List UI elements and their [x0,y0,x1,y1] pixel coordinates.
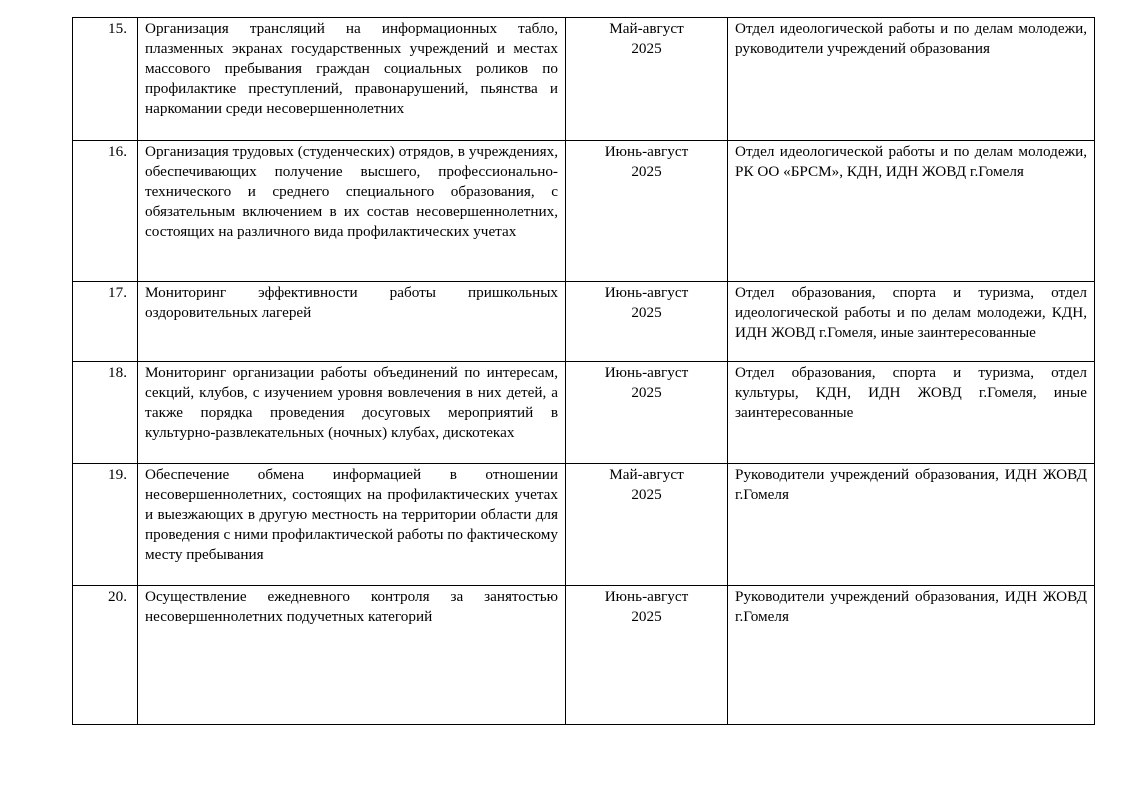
period-months: Июнь-август [604,364,689,381]
responsible-parties: Отдел идеологической работы и по делам молодежи, РК ОО «БРСМ», КДН, ИДН ЖОВД г.Гомеля [728,141,1095,282]
period-cell [566,362,728,464]
row-number: 16. [73,141,138,282]
event-description: Осуществление ежедневного контроля за занятостью несовершеннолетних подучетных категорий [138,586,566,725]
event-description: Организация трудовых (студенческих) отрядов, в учреждениях, обеспечивающих получение высшего, профессионально-технического и среднего специального образования, с обязательным включением в их состав несовершеннолетних, состоящих на различного вида профилактических учетах [138,141,566,282]
period-months: Июнь-август [604,588,689,605]
row-number: 19. [73,464,138,586]
responsible-parties: Руководители учреждений образования, ИДН ЖОВД г.Гомеля [728,464,1095,586]
period-year: 2025 [631,304,662,321]
table-row [73,362,1095,464]
responsible-parties: Отдел образования, спорта и туризма, отдел культуры, КДН, ИДН ЖОВД г.Гомеля, иные заинтересованные [728,362,1095,464]
responsible-parties: Отдел идеологической работы и по делам молодежи, руководители учреждений образования [728,18,1095,141]
period-cell [566,282,728,362]
table-row [73,464,1095,586]
period-cell [566,141,728,282]
period-months: Май-август [609,20,684,37]
event-description: Организация трансляций на информационных табло, плазменных экранах государственных учреждений и местах массового пребывания граждан социальных роликов по профилактике преступлений, правонарушений, пьянства и наркомании среди несовершеннолетних [138,18,566,141]
table-row [73,141,1095,282]
measures-table [72,17,1095,725]
table-row [73,586,1095,725]
period-cell [566,18,728,141]
period-months: Июнь-август [604,143,689,160]
table-row [73,282,1095,362]
period-year: 2025 [631,163,662,180]
row-number: 20. [73,586,138,725]
period-months: Май-август [609,466,684,483]
period-year: 2025 [631,40,662,57]
table-row [73,18,1095,141]
event-description: Мониторинг организации работы объединений по интересам, секций, клубов, с изучением уровня вовлечения в них детей, а также порядка проведения досуговых мероприятий в культурно-развлекательных (ночных) клубах, дискотеках [138,362,566,464]
event-description: Мониторинг эффективности работы пришкольных оздоровительных лагерей [138,282,566,362]
responsible-parties: Руководители учреждений образования, ИДН ЖОВД г.Гомеля [728,586,1095,725]
event-description: Обеспечение обмена информацией в отношении несовершеннолетних, состоящих на профилактических учетах и выезжающих в другую местность на территории области для проведения с ними профилактической работы по фактическому месту пребывания [138,464,566,586]
period-cell [566,464,728,586]
row-number: 17. [73,282,138,362]
period-months: Июнь-август [604,284,689,301]
period-year: 2025 [631,608,662,625]
responsible-parties: Отдел образования, спорта и туризма, отдел идеологической работы и по делам молодежи, КДН, ИДН ЖОВД г.Гомеля, иные заинтересованные [728,282,1095,362]
row-number: 18. [73,362,138,464]
period-cell [566,586,728,725]
row-number: 15. [73,18,138,141]
period-year: 2025 [631,486,662,503]
period-year: 2025 [631,384,662,401]
